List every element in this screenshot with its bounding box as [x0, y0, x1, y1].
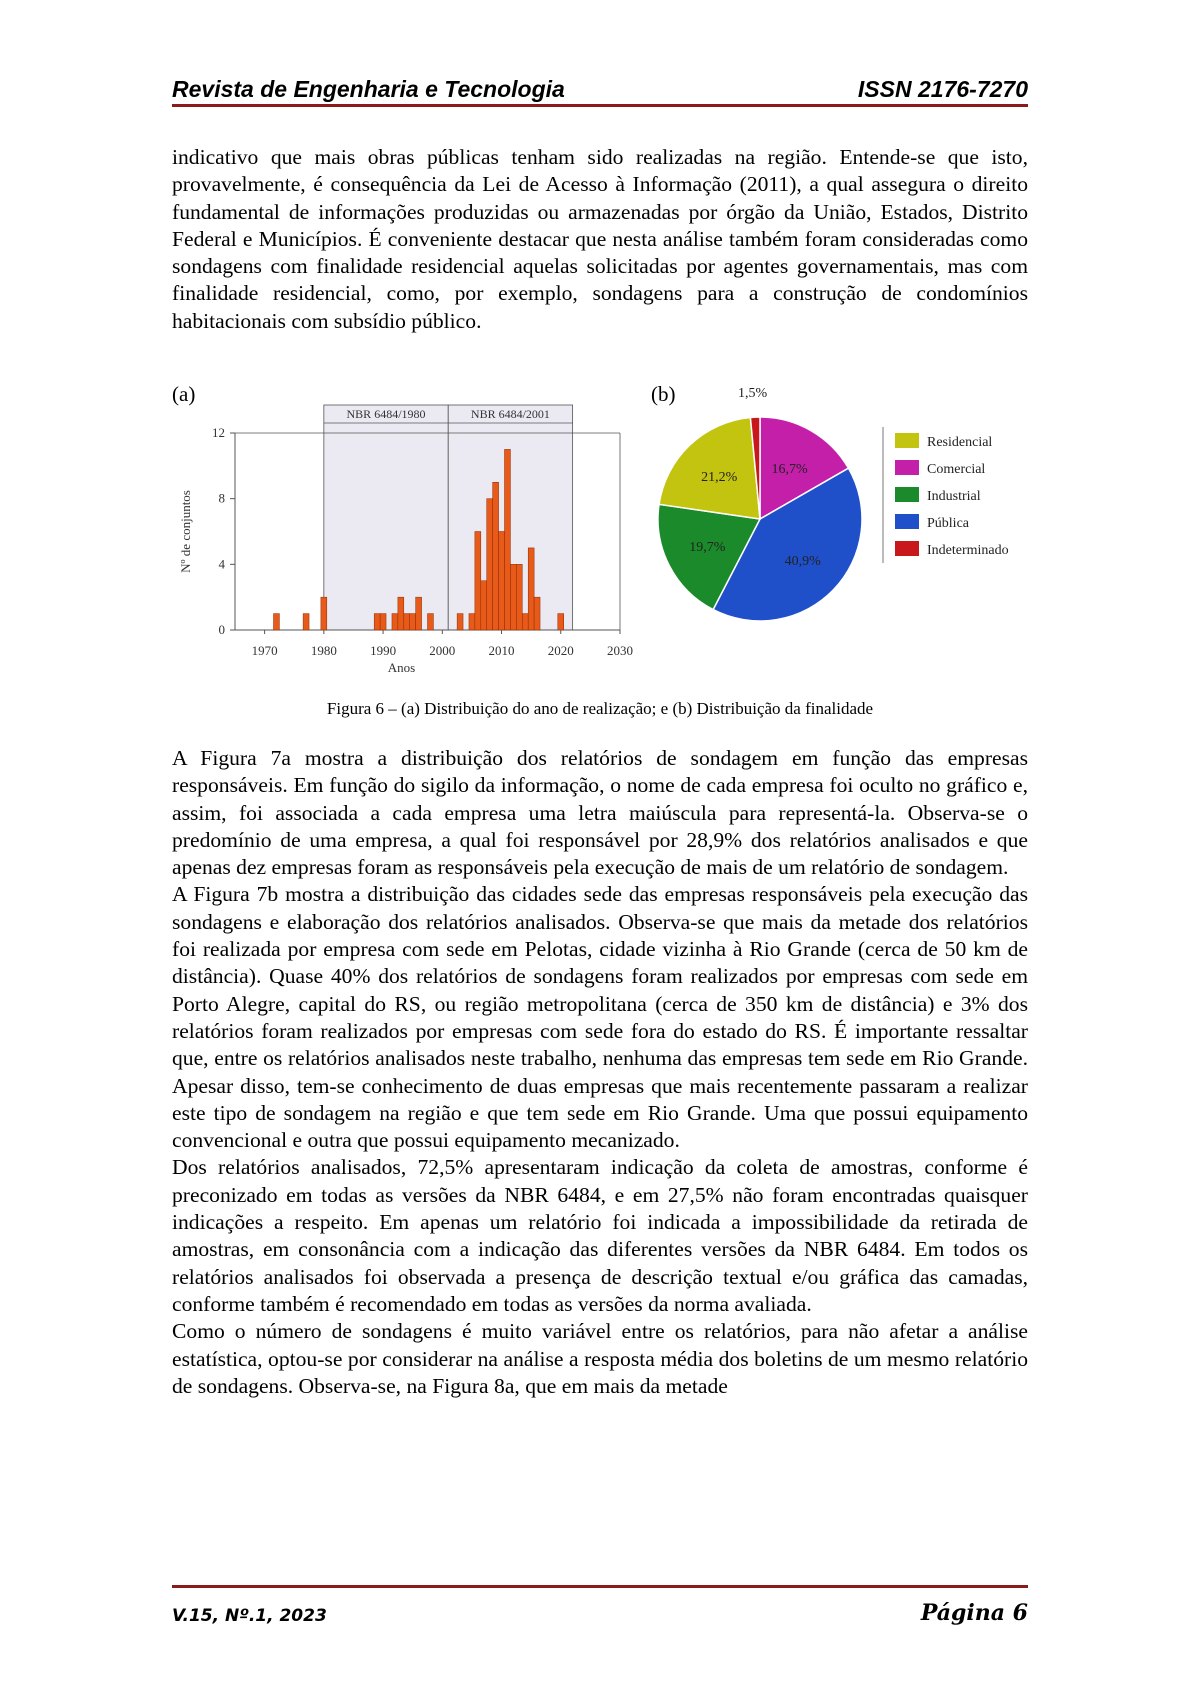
bar — [374, 614, 380, 630]
x-tick-label: 2020 — [547, 643, 574, 658]
bar — [457, 614, 463, 630]
purpose-pie-chart — [655, 386, 1035, 645]
bar — [469, 614, 475, 630]
panel-label-a: (a) — [172, 382, 196, 406]
legend-label: Pública — [927, 516, 969, 531]
bar — [499, 532, 505, 631]
bar — [416, 597, 422, 630]
paragraph: Dos relatórios analisados, 72,5% apresentaram indicação da coleta de amostras, conforme é preconizado em todas as versões da NBR 6484, e em 27,5% não foram encontradas quaisquer indicações a respeito. Em apenas um relatório foi indicada a impossibilidade da retirada de amostras, em consonância com a indicação das diferentes versões da NBR 6484. Em todos os relatórios analisados foi observada a presença de descrição textual e/ou gráfica das camadas, conforme também é recomendado em todas as versões da norma avaliada. — [172, 1155, 1028, 1316]
figure-caption: Figura 6 – (a) Distribuição do ano de realização; e (b) Distribuição da finalidade — [326, 699, 874, 718]
x-tick-label: 1990 — [370, 643, 397, 658]
pie-slice-label: 21,2% — [701, 470, 738, 486]
norm-period-label: NBR 6484/1980 — [346, 407, 426, 421]
pie-slice — [659, 417, 760, 519]
header-rule — [172, 104, 1028, 107]
bar — [522, 614, 528, 630]
legend-label: Residencial — [927, 435, 993, 450]
paragraph: A Figura 7a mostra a distribuição dos relatórios de sondagem em função das empresas responsáveis. Em função do sigilo da informação, o nome de cada empresa foi oculto no gráfico e, assim, foi associada a cada empresa uma letra maiúscula para representá-la. Observa-se o predomínio de uma empresa, a qual foi responsável por 28,9% dos relatórios analisados e que apenas dez empresas foram as responsáveis pela execução de mais de um relatório de sondagem. — [172, 746, 1028, 880]
x-tick-label: 2030 — [607, 643, 633, 658]
legend-swatch — [895, 433, 919, 448]
bar — [487, 499, 493, 630]
panel-label-b: (b) — [651, 382, 676, 406]
pie-slice-label: 19,7% — [689, 540, 726, 556]
bottom-text — [172, 745, 1028, 1400]
pie-slice-label: 40,9% — [784, 553, 821, 569]
issn: ISSN 2176-7270 — [857, 76, 1028, 102]
bar — [558, 614, 564, 630]
bar — [398, 597, 404, 630]
legend-swatch — [895, 460, 919, 475]
y-tick-label: 0 — [218, 622, 225, 637]
bar — [274, 614, 280, 630]
x-axis-label: Anos — [387, 660, 416, 675]
legend-label: Comercial — [927, 462, 986, 477]
bar — [392, 614, 398, 630]
bar — [493, 482, 499, 630]
x-tick-label: 2000 — [429, 643, 456, 658]
legend-swatch — [895, 487, 919, 502]
page-number: Página 6 — [920, 1600, 1028, 1626]
legend-swatch — [895, 541, 919, 556]
bar — [475, 532, 481, 631]
y-tick-label: 4 — [218, 556, 225, 572]
norm-period-label: NBR 6484/2001 — [470, 407, 550, 421]
paragraph: Como o número de sondagens é muito variável entre os relatórios, para não afetar a análise estatística, optou-se por considerar na análise a resposta média dos boletins de um mesmo relatório de sondagens. Observa-se, na Figura 8a, que em mais da metade — [172, 1319, 1028, 1398]
year-distribution-chart — [172, 405, 642, 685]
bar — [321, 597, 327, 630]
bar — [505, 449, 511, 630]
y-axis-label: Nº de conjuntos — [178, 490, 193, 573]
bar — [528, 548, 534, 630]
volume-info: V.15, Nº.1, 2023 — [172, 1606, 327, 1626]
x-tick-label: 1980 — [310, 643, 337, 658]
legend-label: Indeterminado — [927, 543, 1009, 558]
paragraph: A Figura 7b mostra a distribuição das cidades sede das empresas responsáveis pela execução das sondagens e elaboração dos relatórios analisados. Observa-se que mais da metade dos relatórios foi realizada por empresa com sede em Pelotas, cidade vizinha à Rio Grande (cerca de 50 km de distância). Quase 40% dos relatórios de sondagens foram realizados por empresas com sede em Porto Alegre, capital do RS, ou região metropolitana (cerca de 350 km de distância) e 3% dos relatórios foram realizados por empresas com sede fora do estado do RS. É importante ressaltar que, entre os relatórios analisados neste trabalho, nenhuma das empresas tem sede em Rio Grande. Apesar disso, tem-se conhecimento de duas empresas que mais recentemente passaram a realizar este tipo de sondagem na região e que tem sede em Rio Grande. Uma que possui equipamento convencional e outra que possui equipamento mecanizado. — [172, 882, 1028, 1153]
bar — [481, 581, 487, 630]
pie-slice-label: 1,5% — [737, 386, 768, 402]
bar — [534, 597, 540, 630]
paragraph: indicativo que mais obras públicas tenham sido realizadas na região. Entende-se que isto, provavelmente, é consequência da Lei de Acesso à Informação (2011), a qual assegura o direito fundamental de informações produzidas ou armazenadas por órgão da União, Estados, Distrito Federal e Municípios. É conveniente destacar que nesta análise também foram consideradas como sondagens com finalidade residencial aquelas solicitadas por agentes governamentais, mas com finalidade residencial, como, por exemplo, sondagens para a construção de condomínios habitacionais com subsídio público. — [172, 145, 1028, 333]
bar — [380, 614, 386, 630]
pie-slice-label: 16,7% — [771, 461, 808, 477]
top-text — [172, 144, 1028, 335]
bar — [428, 614, 434, 630]
footer-rule — [172, 1585, 1028, 1588]
y-tick-label: 12 — [212, 425, 225, 440]
bar — [410, 614, 416, 630]
bar — [510, 564, 516, 630]
legend-swatch — [895, 514, 919, 529]
x-tick-label: 2010 — [488, 643, 515, 658]
legend-label: Industrial — [927, 489, 981, 504]
y-tick-label: 8 — [218, 490, 225, 506]
bar — [516, 564, 522, 630]
running-header — [172, 70, 1028, 104]
norm-period-region — [324, 405, 448, 630]
bar — [303, 614, 309, 630]
bar — [404, 614, 410, 630]
x-tick-label: 1970 — [251, 643, 278, 658]
journal-title: Revista de Engenharia e Tecnologia — [172, 76, 565, 102]
